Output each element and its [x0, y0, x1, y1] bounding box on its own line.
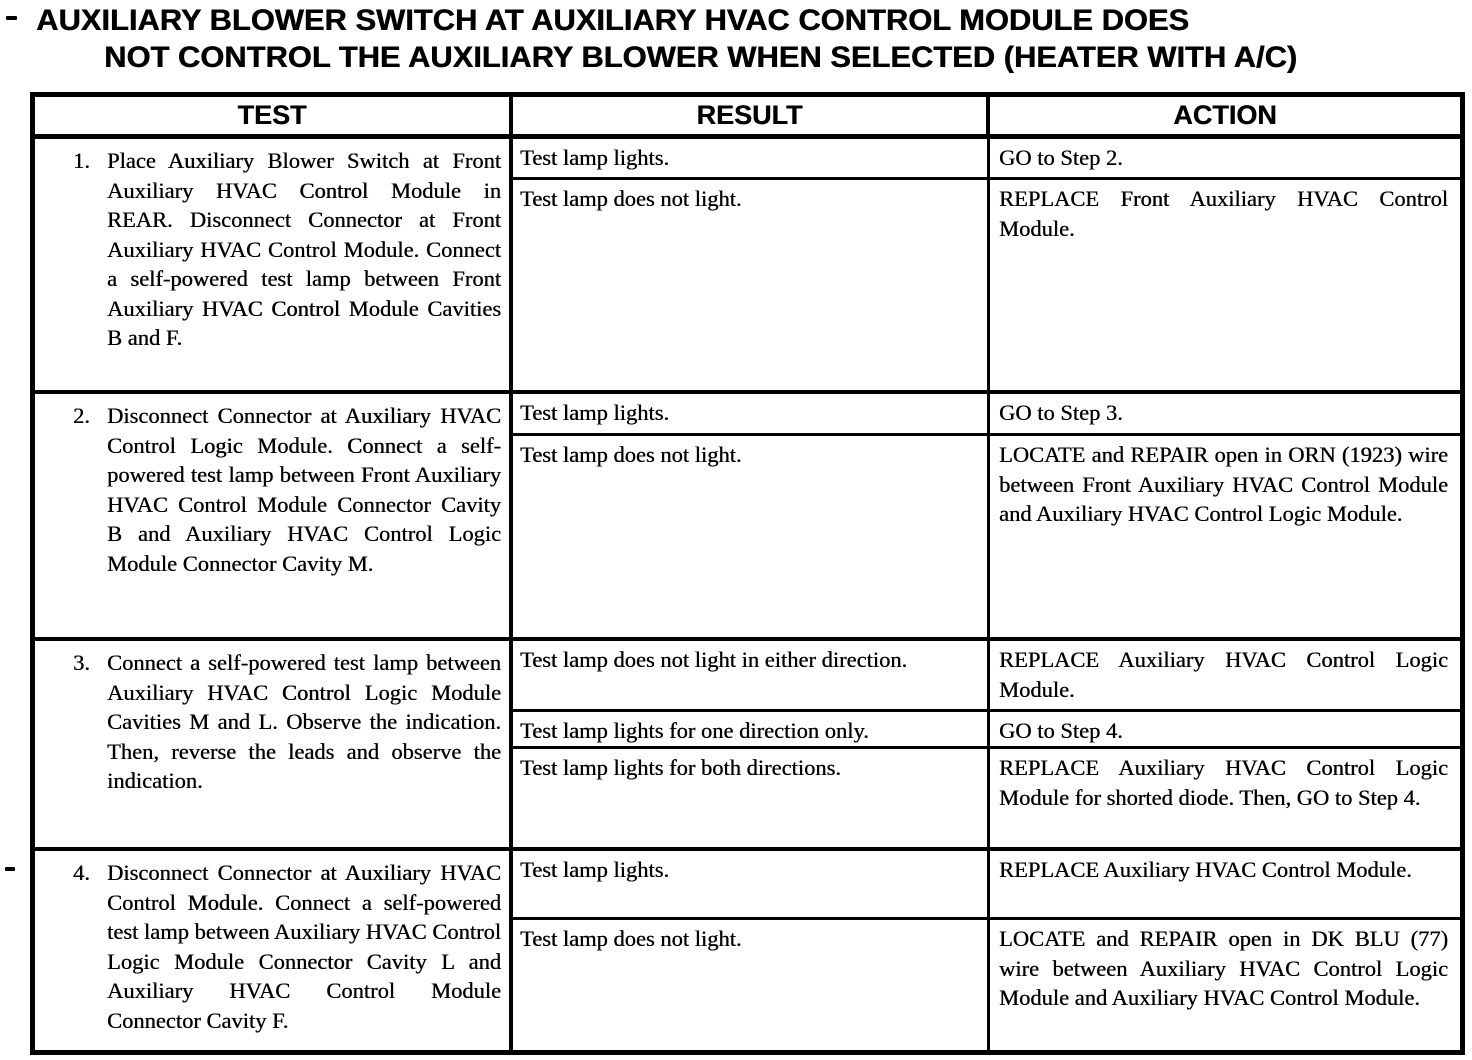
result-cell: Test lamp lights for both directions.	[513, 749, 990, 847]
outcomes-group	[513, 851, 1460, 1050]
step-number: 2.	[73, 403, 90, 428]
test-instructions: Disconnect Connector at Auxiliary HVAC Control Logic Module. Connect a self-powered test lamp between Front Auxiliary HVAC Control Module Connector Cavity B and Auxiliary HVAC Control Logic Module Connector Cavity M.	[107, 403, 501, 576]
step-number: 3.	[73, 650, 90, 675]
result-cell: Test lamp does not light.	[513, 436, 990, 637]
column-header-result: RESULT	[513, 97, 990, 134]
result-cell: Test lamp lights.	[513, 394, 990, 433]
result-cell: Test lamp lights.	[513, 851, 990, 917]
step-number: 1.	[73, 148, 90, 173]
test-instructions: Disconnect Connector at Auxiliary HVAC Control Module. Connect a self-powered test lamp between Auxiliary HVAC Control Logic Module Connector Cavity L and Auxiliary HVAC Control Module Connector Cavity F.	[107, 860, 501, 1033]
column-header-test: TEST	[35, 97, 513, 134]
column-header-action: ACTION	[1173, 100, 1277, 130]
test-cell	[35, 139, 513, 390]
outcome-row	[513, 641, 1460, 709]
action-cell: REPLACE Front Auxiliary HVAC Control Module.	[999, 186, 1448, 241]
outcome-row	[513, 394, 1460, 433]
step-number: 4.	[73, 860, 90, 885]
action-cell: GO to Step 4.	[999, 718, 1123, 743]
action-cell: REPLACE Auxiliary HVAC Control Logic Module.	[999, 647, 1448, 702]
page-title-line2: NOT CONTROL THE AUXILIARY BLOWER WHEN SELECTED (HEATER WITH A/C)	[104, 41, 1298, 74]
action-cell: REPLACE Auxiliary HVAC Control Logic Module for shorted diode. Then, GO to Step 4.	[999, 755, 1448, 810]
action-cell: GO to Step 2.	[999, 145, 1123, 170]
test-instructions: Place Auxiliary Blower Switch at Front Auxiliary HVAC Control Module in REAR. Disconnect Connector at Front Auxiliary HVAC Control Module. Connect a self-powered test lamp between Front Auxiliary HVAC Control Module Cavities B and F.	[107, 148, 501, 350]
margin-tick-icon	[5, 867, 15, 871]
table-header-row	[35, 97, 1460, 139]
test-cell	[35, 394, 513, 637]
action-cell: LOCATE and REPAIR open in ORN (1923) wire between Front Auxiliary HVAC Control Module and Auxiliary HVAC Control Logic Module.	[999, 442, 1448, 526]
outcome-row	[513, 177, 1460, 390]
outcome-row	[513, 746, 1460, 847]
result-cell: Test lamp lights.	[513, 139, 990, 177]
test-cell	[35, 641, 513, 847]
outcomes-group	[513, 394, 1460, 637]
table-step-row	[35, 390, 1460, 637]
outcome-row	[513, 709, 1460, 746]
outcomes-group	[513, 139, 1460, 390]
diagnostic-table	[30, 92, 1465, 1055]
outcome-row	[513, 433, 1460, 637]
outcome-row	[513, 139, 1460, 177]
outcome-row	[513, 851, 1460, 917]
result-cell: Test lamp does not light.	[513, 180, 990, 390]
table-step-row	[35, 139, 1460, 390]
result-cell: Test lamp does not light.	[513, 920, 990, 1050]
test-cell	[35, 851, 513, 1050]
action-cell: LOCATE and REPAIR open in DK BLU (77) wire between Auxiliary HVAC Control Logic Module and Auxiliary HVAC Control Module.	[999, 926, 1448, 1010]
outcome-row	[513, 917, 1460, 1050]
action-cell: GO to Step 3.	[999, 400, 1123, 425]
page-title-line1: AUXILIARY BLOWER SWITCH AT AUXILIARY HVAC CONTROL MODULE DOES	[36, 4, 1190, 37]
result-cell: Test lamp lights for one direction only.	[513, 712, 990, 746]
outcomes-group	[513, 641, 1460, 847]
margin-tick-icon	[6, 16, 17, 20]
action-cell: REPLACE Auxiliary HVAC Control Module.	[999, 857, 1412, 882]
table-step-row	[35, 847, 1460, 1050]
result-cell: Test lamp does not light in either direction.	[513, 641, 990, 709]
table-step-row	[35, 637, 1460, 847]
test-instructions: Connect a self-powered test lamp between Auxiliary HVAC Control Logic Module Cavities M and L. Observe the indication. Then, reverse the leads and observe the indication.	[107, 650, 501, 793]
